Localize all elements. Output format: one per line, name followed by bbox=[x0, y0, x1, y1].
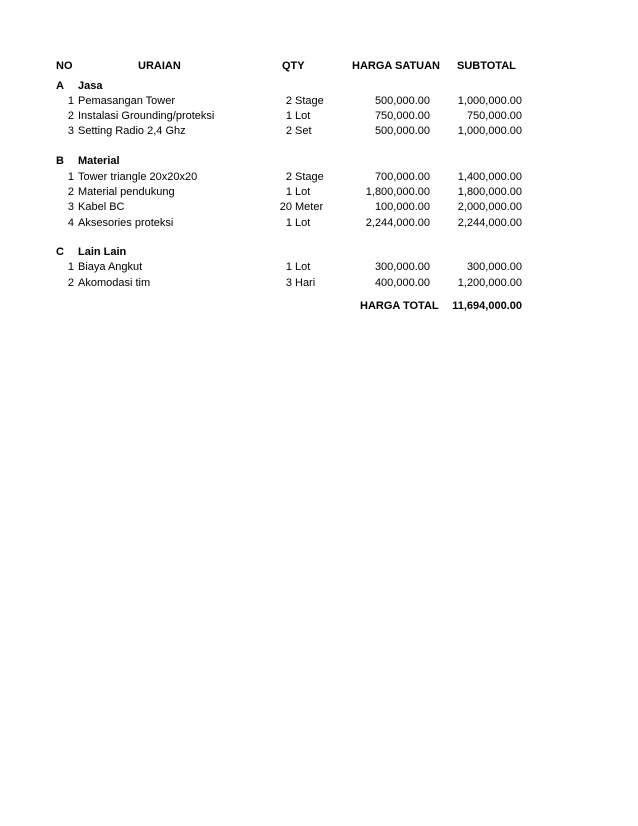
item-subtotal: 750,000.00 bbox=[466, 110, 522, 122]
item-harga: 500,000.00 bbox=[374, 125, 430, 137]
item-unit: Lot bbox=[295, 110, 311, 122]
item-harga: 700,000.00 bbox=[374, 171, 430, 183]
table-row bbox=[0, 108, 638, 124]
section-letter: C bbox=[56, 246, 64, 258]
section-title: Jasa bbox=[78, 80, 103, 92]
item-harga: 100,000.00 bbox=[374, 201, 430, 213]
item-uraian: Instalasi Grounding/proteksi bbox=[78, 110, 215, 122]
section-header-b bbox=[0, 153, 638, 169]
item-qty: 1 bbox=[285, 217, 292, 229]
item-harga: 1,800,000.00 bbox=[365, 186, 430, 198]
item-no: 2 bbox=[67, 277, 74, 289]
section-header-a bbox=[0, 78, 638, 94]
item-no: 1 bbox=[67, 95, 74, 107]
header-subtotal: SUBTOTAL bbox=[457, 60, 516, 72]
item-qty: 3 bbox=[285, 277, 292, 289]
section-title: Lain Lain bbox=[78, 246, 127, 258]
total-label: HARGA TOTAL bbox=[360, 300, 439, 312]
item-no: 1 bbox=[67, 261, 74, 273]
item-harga: 400,000.00 bbox=[374, 277, 430, 289]
item-uraian: Tower triangle 20x20x20 bbox=[78, 171, 198, 183]
item-subtotal: 1,000,000.00 bbox=[457, 95, 522, 107]
item-qty: 1 bbox=[285, 261, 292, 273]
item-unit: Meter bbox=[295, 201, 324, 213]
table-row bbox=[0, 275, 638, 291]
table-row bbox=[0, 93, 638, 109]
item-harga: 300,000.00 bbox=[374, 261, 430, 273]
item-uraian: Akomodasi tim bbox=[78, 277, 151, 289]
item-unit: Lot bbox=[295, 186, 311, 198]
item-no: 1 bbox=[67, 171, 74, 183]
item-qty: 20 bbox=[279, 201, 292, 213]
header-uraian: URAIAN bbox=[138, 60, 181, 72]
item-uraian: Pemasangan Tower bbox=[78, 95, 176, 107]
item-subtotal: 1,000,000.00 bbox=[457, 125, 522, 137]
item-no: 2 bbox=[67, 110, 74, 122]
item-uraian: Kabel BC bbox=[78, 201, 125, 213]
item-no: 3 bbox=[67, 201, 74, 213]
item-unit: Hari bbox=[295, 277, 316, 289]
total-row bbox=[0, 298, 638, 314]
table-row bbox=[0, 215, 638, 231]
item-harga: 500,000.00 bbox=[374, 95, 430, 107]
table-row bbox=[0, 259, 638, 275]
item-subtotal: 2,000,000.00 bbox=[457, 201, 522, 213]
item-no: 4 bbox=[67, 217, 74, 229]
item-subtotal: 1,400,000.00 bbox=[457, 171, 522, 183]
item-unit: Stage bbox=[295, 95, 324, 107]
item-subtotal: 300,000.00 bbox=[466, 261, 522, 273]
item-unit: Set bbox=[295, 125, 312, 137]
item-subtotal: 2,244,000.00 bbox=[457, 217, 522, 229]
table-row bbox=[0, 199, 638, 215]
item-unit: Lot bbox=[295, 217, 311, 229]
section-letter: B bbox=[56, 155, 64, 167]
header-harga-satuan: HARGA SATUAN bbox=[352, 60, 440, 72]
item-uraian: Aksesories proteksi bbox=[78, 217, 174, 229]
item-uraian: Setting Radio 2,4 Ghz bbox=[78, 125, 186, 137]
table-row bbox=[0, 123, 638, 139]
header-no: NO bbox=[56, 60, 73, 72]
table-header bbox=[0, 58, 638, 74]
item-subtotal: 1,800,000.00 bbox=[457, 186, 522, 198]
item-harga: 2,244,000.00 bbox=[365, 217, 430, 229]
item-qty: 1 bbox=[285, 186, 292, 198]
item-qty: 2 bbox=[285, 125, 292, 137]
section-letter: A bbox=[56, 80, 64, 92]
section-header-c bbox=[0, 244, 638, 260]
item-harga: 750,000.00 bbox=[374, 110, 430, 122]
item-qty: 2 bbox=[285, 171, 292, 183]
header-qty: QTY bbox=[282, 60, 305, 72]
total-value: 11,694,000.00 bbox=[452, 300, 522, 312]
table-row bbox=[0, 184, 638, 200]
item-unit: Lot bbox=[295, 261, 311, 273]
item-uraian: Material pendukung bbox=[78, 186, 175, 198]
item-no: 3 bbox=[67, 125, 74, 137]
item-unit: Stage bbox=[295, 171, 324, 183]
item-no: 2 bbox=[67, 186, 74, 198]
item-uraian: Biaya Angkut bbox=[78, 261, 143, 273]
item-qty: 1 bbox=[285, 110, 292, 122]
section-title: Material bbox=[78, 155, 120, 167]
table-row bbox=[0, 169, 638, 185]
item-subtotal: 1,200,000.00 bbox=[457, 277, 522, 289]
item-qty: 2 bbox=[285, 95, 292, 107]
